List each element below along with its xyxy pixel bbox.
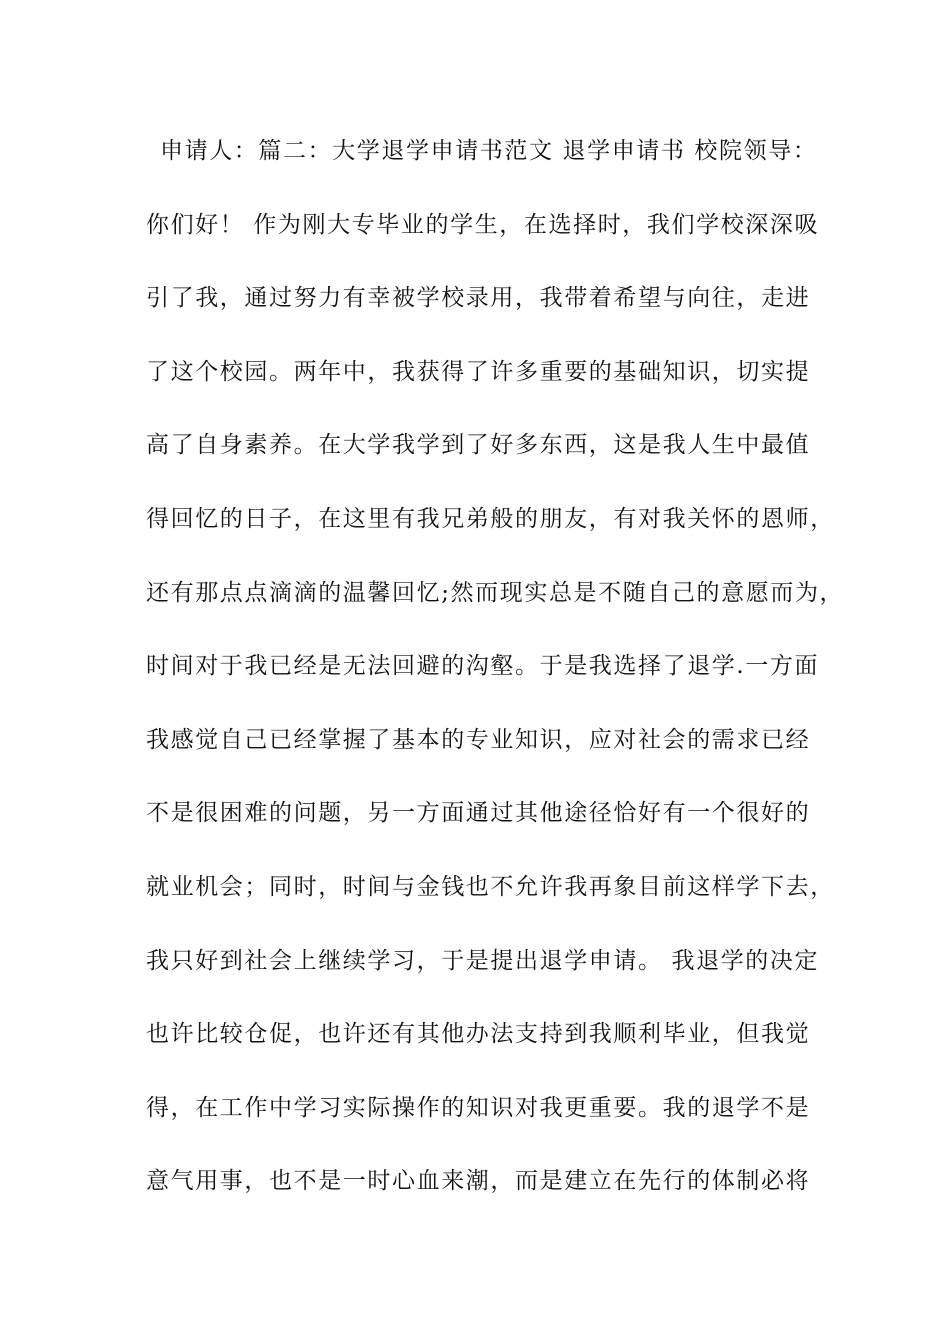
body-text bbox=[146, 131, 845, 1235]
text-line: 得，在工作中学习实际操作的知识对我更重要。我的退学不是 bbox=[146, 1094, 811, 1121]
text-line: 就业机会；同时，时间与金钱也不允许我再象目前这样学下去， bbox=[146, 873, 835, 900]
text-line: 意气用事，也不是一时心血来潮，而是建立在先行的体制必将 bbox=[146, 1168, 811, 1195]
text-line: 你们好！ 作为刚大专毕业的学生，在选择时，我们学校深深吸 bbox=[146, 211, 820, 238]
text-line: 我只好到社会上继续学习，于是提出退学申请。 我退学的决定 bbox=[146, 947, 820, 974]
text-line: 还有那点点滴滴的温馨回忆;然而现实总是不随自己的意愿而为， bbox=[146, 579, 845, 606]
text-line: 得回忆的日子，在这里有我兄弟般的朋友，有对我关怀的恩师， bbox=[146, 505, 835, 532]
text-line: 时间对于我已经是无法回避的沟壑。于是我选择了退学.一方面 bbox=[146, 653, 820, 680]
text-line: 不是很困难的问题，另一方面通过其他途径恰好有一个很好的 bbox=[146, 800, 811, 827]
text-line: 也许比较仓促，也许还有其他办法支持到我顺利毕业，但我觉 bbox=[146, 1021, 811, 1048]
text-line: 高了自身素养。在大学我学到了好多东西，这是我人生中最值 bbox=[146, 432, 811, 459]
text-line: 申请人：篇二：大学退学申请书范文 退学申请书 校院领导： bbox=[160, 138, 818, 164]
text-line: 我感觉自己已经掌握了基本的专业知识，应对社会的需求已经 bbox=[146, 726, 811, 753]
text-line: 引了我，通过努力有幸被学校录用，我带着希望与向往，走进 bbox=[146, 285, 811, 312]
text-line: 了这个校园。两年中，我获得了许多重要的基础知识，切实提 bbox=[146, 358, 811, 385]
